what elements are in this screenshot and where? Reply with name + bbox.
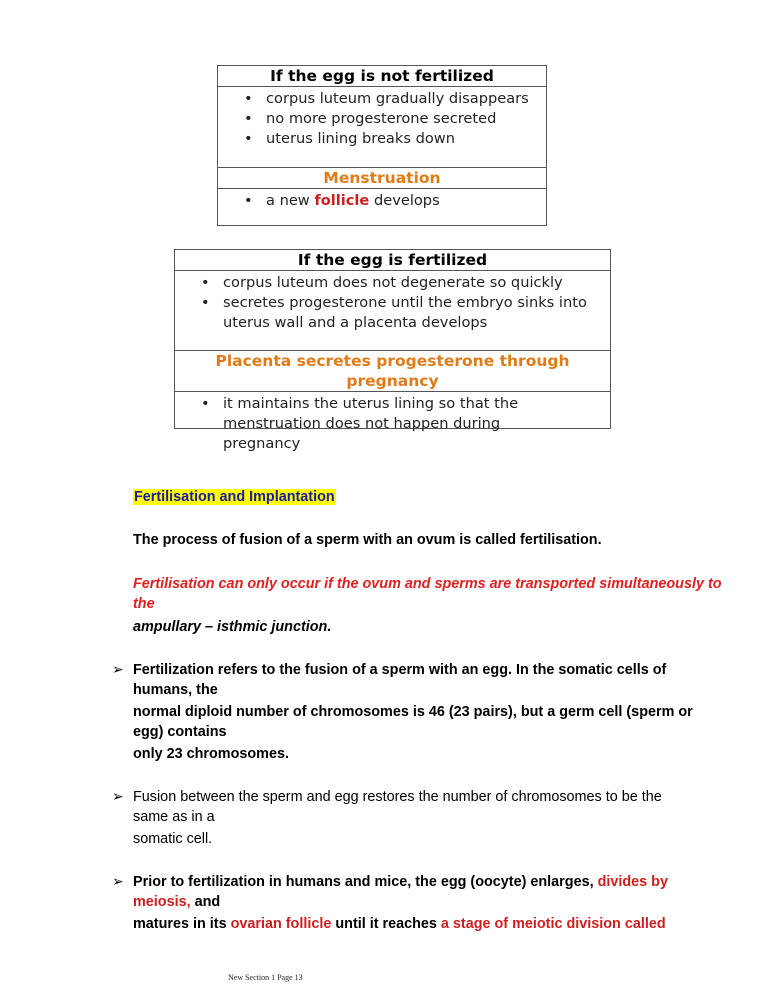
list-item: • corpus luteum does not degenerate so quickly bbox=[223, 273, 590, 293]
definition-text: The process of fusion of a sperm with an ovum is called fertilisation. bbox=[133, 532, 602, 548]
table-header: If the egg is fertilized bbox=[175, 250, 610, 271]
list-item: • no more progesterone secreted bbox=[266, 109, 546, 129]
bullet2-line3: somatic cell. bbox=[133, 831, 213, 847]
table-header: If the egg is not fertilized bbox=[218, 66, 546, 87]
arrow-bullet-icon: ➢ bbox=[112, 789, 124, 805]
bullet3-line3: matures in its ovarian follicle until it reaches a stage of meiotic division called bbox=[133, 916, 666, 932]
list bbox=[218, 87, 546, 167]
italic-note-line2: the bbox=[133, 596, 155, 612]
arrow-bullet-icon: ➢ bbox=[112, 662, 124, 678]
not-fertilized-table bbox=[217, 65, 547, 226]
placenta-header: Placenta secretes progesterone through pregnancy bbox=[175, 350, 610, 392]
bullet1-line3: normal diploid number of chromosomes is 46 (23 pairs), but a germ cell (sperm or bbox=[133, 704, 693, 720]
italic-note-line1: Fertilisation can only occur if the ovum and sperms are transported simultaneously to bbox=[133, 576, 722, 592]
bullet3-line2: meiosis, and bbox=[133, 894, 221, 910]
list-item: • secretes progesterone until the embryo sinks into uterus wall and a placenta develops bbox=[223, 293, 590, 333]
list bbox=[175, 271, 610, 350]
bullet2-line2: same as in a bbox=[133, 809, 215, 825]
list-item: • uterus lining breaks down bbox=[266, 129, 546, 149]
list-item: • a new follicle develops bbox=[266, 191, 546, 211]
list bbox=[175, 392, 610, 454]
bullet1-line5: only 23 chromosomes. bbox=[133, 746, 289, 762]
list bbox=[218, 189, 546, 211]
bullet2-line1: Fusion between the sperm and egg restores the number of chromosomes to be the bbox=[133, 789, 662, 805]
menstruation-header: Menstruation bbox=[218, 167, 546, 189]
arrow-bullet-icon: ➢ bbox=[112, 874, 124, 890]
bullet1-line4: egg) contains bbox=[133, 724, 227, 740]
page-footer: New Section 1 Page 13 bbox=[228, 973, 303, 982]
section-title: Fertilisation and Implantation bbox=[134, 489, 335, 505]
list-item: • corpus luteum gradually disappears bbox=[266, 89, 546, 109]
list-item: • it maintains the uterus lining so that the menstruation does not happen during pregnancy bbox=[223, 394, 520, 454]
bullet3-line1: Prior to fertilization in humans and mice, the egg (oocyte) enlarges, divides by bbox=[133, 874, 668, 890]
italic-note-line3: ampullary – isthmic junction. bbox=[133, 619, 332, 635]
bullet1-line1: Fertilization refers to the fusion of a sperm with an egg. In the somatic cells of bbox=[133, 662, 667, 678]
fertilized-table bbox=[174, 249, 611, 452]
bullet1-line2: humans, the bbox=[133, 682, 218, 698]
